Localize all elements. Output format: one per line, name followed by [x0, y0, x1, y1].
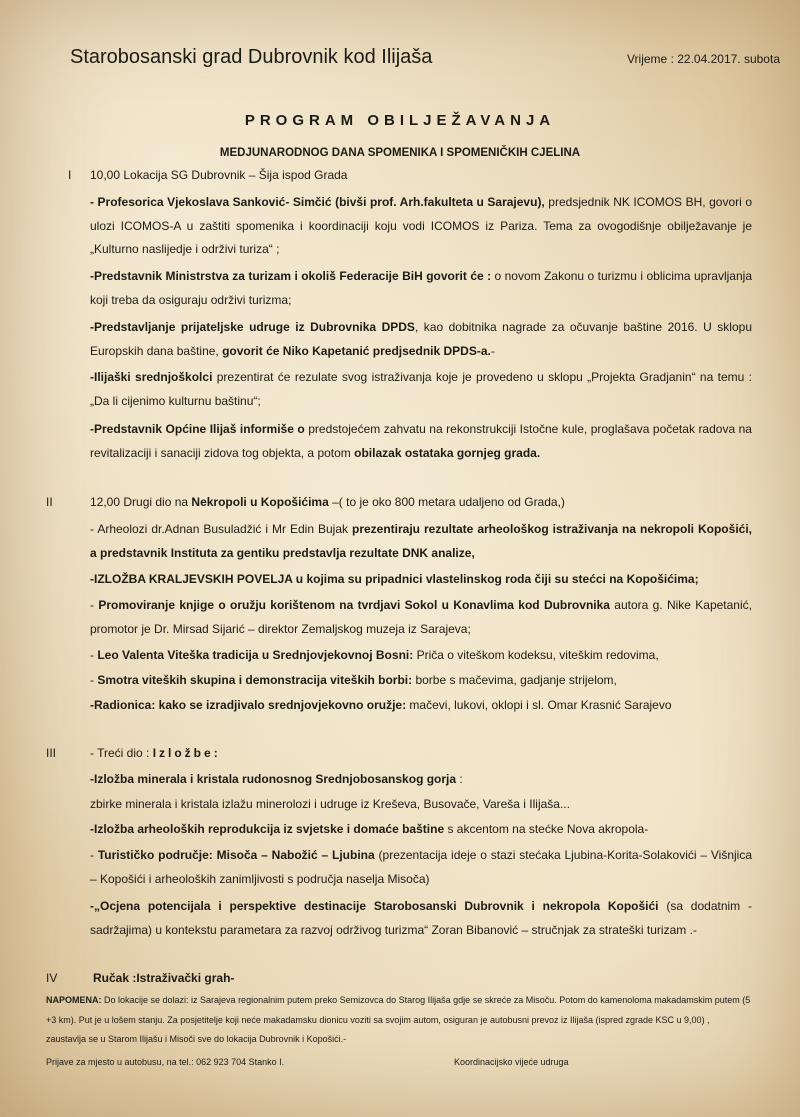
program-subtitle: MEDJUNARODNOG DANA SPOMENIKA I SPOMENIČKIH CJELINA	[219, 147, 581, 159]
section-2-item-3: - Promoviranje knjige o oružju korištenom na tvrdjavi Sokol u Konavlima kod Dubrovnika autora g. Nike Kapetanić, promotor je Dr. Mirsad Sijarić – direktor Zemaljskog muzeja iz Sarajeva;	[90, 598, 752, 636]
section-1-item-2: -Predstavnik Ministrstva za turizam i okoliš Federacije BiH govorit će : o novom Zakonu o turizmu i oblicima upravljanja koji treba da osiguraju održivi turizma;	[90, 269, 752, 307]
program-title: PROGRAM OBILJEŽAVANJA	[244, 112, 556, 129]
header-place: Starobosanski grad Dubrovnik kod Ilijaša	[70, 46, 433, 68]
section-3-item-1: -Izložba minerala i kristala rudonosnog Srednjobosanskog gorja :	[90, 772, 463, 786]
section-4-heading: Ručak :Istraživački grah-	[93, 971, 235, 985]
section-1-item-4: -Ilijaški srednjoškolci prezentirat će rezulate svog istraživanja koje je provedeno u sklopu „Projekta Gradjanin“ na temu : „Da li cijenimo kulturnu baštinu“;	[90, 370, 752, 408]
section-1-item-5: -Predstavnik Općine Ilijaš informiše o predstojećem zahvatu na rekonstrukciji Istočne kule, proglašava početak radova na revitalizaciji i sanaciji zidova tog objekta, a potom obilazak ostataka gornjeg grada.	[90, 422, 752, 460]
note-signup: Prijave za mjesto u autobusu, na tel.: 062 923 704 Stanko I.	[46, 1057, 285, 1067]
section-2-item-6: -Radionica: kako se izradjivalo srednjovjekovno oružje: mačevi, lukovi, oklopi i sl. Omar Krasnić Sarajevo	[90, 698, 672, 712]
section-2-item-5: - Smotra viteških skupina i demonstracija viteških borbi: borbe s mačevima, gadjanje strijelom,	[90, 673, 617, 687]
section-3-item-5: -„Ocjena potencijala i perspektive destinacije Starobosanski Dubrovnik i nekropola Kopošići (sa dodatnim -sadržajima) u kontekstu parametara za razvoj održivog turizma“ Zoran Bibanović – stručnjak za strateški turizam .-	[90, 899, 752, 937]
section-1-heading: 10,00 Lokacija SG Dubrovnik – Šija ispod Grada	[90, 168, 348, 182]
section-4-number: IV	[46, 971, 58, 985]
header-date: Vrijeme : 22.04.2017. subota	[627, 52, 780, 66]
section-2-number: II	[46, 495, 53, 509]
section-3-item-3: -Izložba arheoloških reprodukcija iz svjetske i domaće baštine s akcentom na stećke Nova akropola-	[90, 822, 649, 836]
section-2-item-4: - Leo Valenta Viteška tradicija u Srednjovjekovnoj Bosni: Priča o viteškom kodeksu, viteškim redovima,	[90, 648, 659, 662]
section-3-item-4: - Turističko područje: Misoča – Nabožić – Ljubina (prezentacija ideje o stazi stećaka Ljubina-Korita-Solakovići – Višnjica – Kopošići i arheoloških zanimljivosti s područja naselja Misoča)	[90, 848, 752, 886]
section-2-item-1: - Arheolozi dr.Adnan Busuladžić i Mr Edin Bujak prezentiraju rezultate arheološkog istraživanja na nekropoli Kopošići, a predstavnik Instituta za gentiku predstavlja rezultate DNK analize,	[90, 522, 752, 560]
section-1-number: I	[68, 168, 72, 182]
section-2-item-2: -IZLOŽBA KRALJEVSKIH POVELJA u kojima su pripadnici vlastelinskog roda čiji su stećci na Kopošićima;	[90, 572, 699, 586]
section-2-heading: 12,00 Drugi dio na Nekropoli u Kopošićima –( to je oko 800 metara udaljeno od Grada,)	[90, 495, 565, 509]
section-3-item-2: zbirke minerala i kristala izlažu minerolozi i udruge iz Kreševa, Busovače, Vareša i Ilijaša...	[90, 797, 570, 811]
section-1-item-3: -Predstavljanje prijateljske udruge iz Dubrovnika DPDS, kao dobitnika nagrade za očuvanje baštine 2016. U sklopu Europskih dana baštine, govorit će Niko Kapetanić predjsednik DPDS-a.-	[90, 320, 752, 358]
section-1-item-1: - Profesorica Vjekoslava Sanković- Simčić (bivši prof. Arh.fakulteta u Sarajevu), predsjednik NK ICOMOS BH, govori o ulozi ICOMOS-A u zaštiti spomenika i koordinaciji koju vodi ICOMOS iz Pariza. Tema za ovogodišnje obilježavanje je „Kulturno naslijedje i održivi turiza“ ;	[90, 195, 752, 256]
note-paragraph: NAPOMENA: Do lokacije se dolazi: iz Sarajeva regionalnim putem preko Semizovca do Starog Ilijaša gdje se skreće za Misoču. Potom do kamenoloma makadamskim putem (5 +3 km). Put je u lošem stanju. Za posjetitelje koji neće makadamsku dionicu voziti sa svojim autom, osiguran je autobusni prevoz iz Ilijaša (ispred zgrade KSC u 9,00) , zaustavlja se u Starom Ilijašu i Misoči sve do lokacija Dubrovnik i Kopošići.-	[46, 995, 751, 1044]
section-3-number: III	[46, 746, 57, 760]
section-3-heading: - Treći dio : Izložbe:	[90, 746, 221, 760]
note-council: Koordinacijsko vijeće udruga	[454, 1057, 569, 1067]
